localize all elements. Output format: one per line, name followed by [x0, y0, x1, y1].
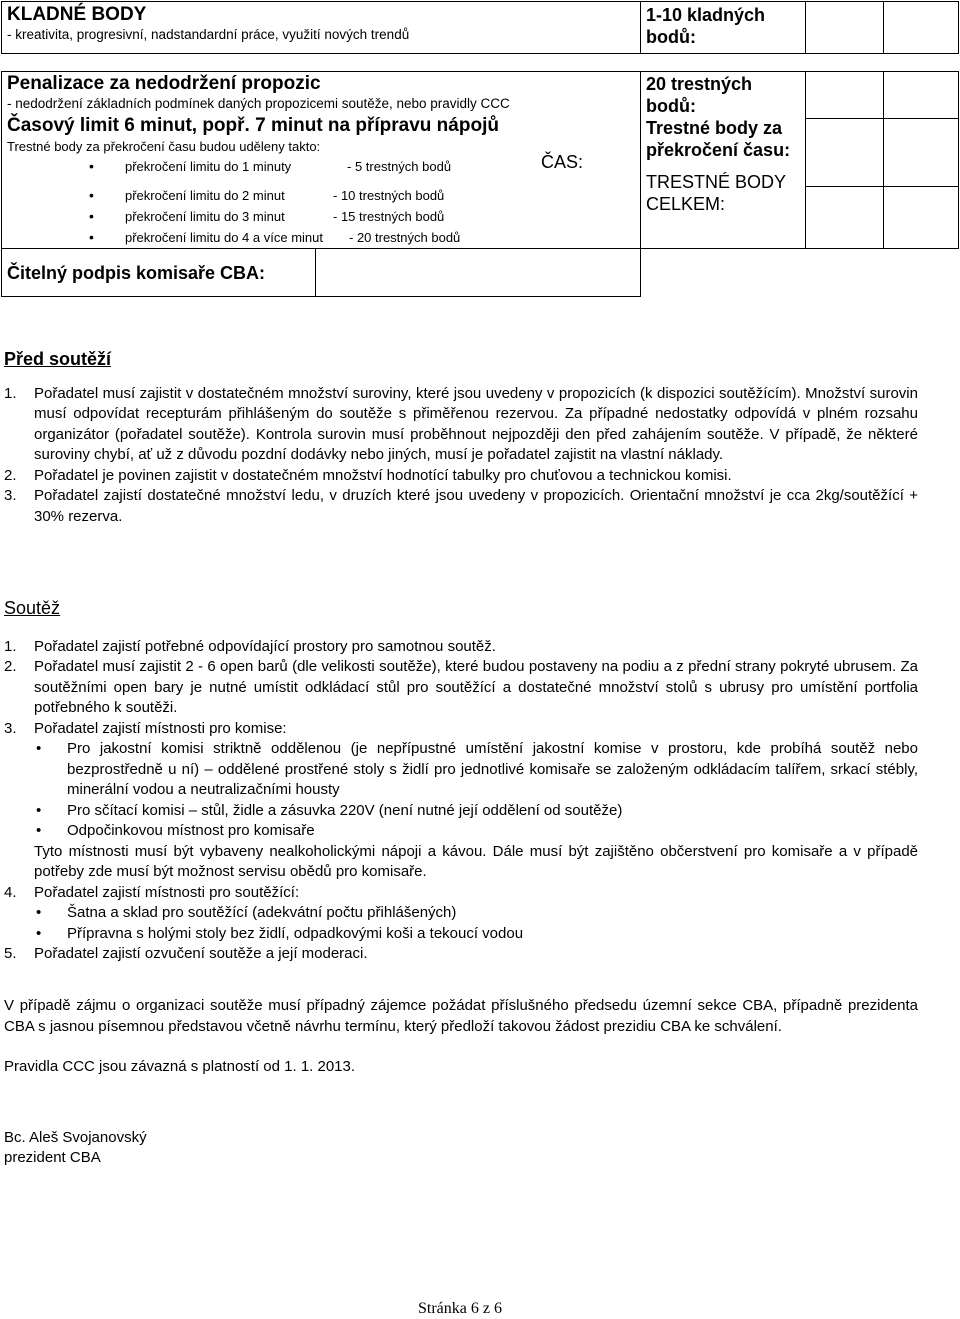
item-number: 4. — [4, 883, 17, 901]
positive-points-extra[interactable] — [884, 2, 959, 54]
validity-text: Pravidla CCC jsou závazná s platností od 1. 1. 2013. — [4, 1058, 356, 1075]
penalty-cell — [2, 72, 641, 249]
item-text: Pořadatel zajistí dostatečné množství ledu, v druzích které jsou uvedeny v propozicích. Orientační množství je cca 2kg/soutěžící + 30% rezerva. — [34, 487, 918, 525]
positive-points-label: 1-10 kladných bodů: — [646, 5, 766, 47]
item-text: Pořadatel zajistí potřebné odpovídající prostory pro samotnou soutěž. — [34, 637, 496, 655]
penalty-values-col-a — [806, 72, 884, 249]
list-item: • Přípravna s holými stoly bez židlí, odpadkovými koši a tekoucí vodou — [34, 924, 918, 945]
signatory-name: Bc. Aleš Svojanovský — [4, 1128, 147, 1146]
total-label: TRESTNÉ BODY CELKEM: — [646, 172, 786, 214]
penalty-points-value[interactable] — [806, 72, 883, 119]
positive-points-cell — [2, 2, 641, 54]
penalty-points: - 20 trestných bodů — [349, 230, 461, 245]
signature-label-cell — [2, 249, 316, 297]
commissioner-signature-label: Čitelný podpis komisaře CBA: — [7, 263, 266, 283]
item-text: Pořadatel je povinen zajistit v dostatečném množství hodnotící tabulky pro chuťovou a technickou komisi. — [34, 466, 732, 484]
item-number: 2. — [4, 466, 17, 484]
closing-paragraph: V případě zájmu o organizaci soutěže musí případný zájemce požádat příslušného předsedu územní sekce CBA, případně prezidenta CBA s jasnou písemnou představou včetně návrhu termínu, který předloží takovou žádost prezidiu CBA ke schválení. — [4, 997, 918, 1035]
list-item: • Odpočinkovou místnost pro komisaře — [34, 821, 918, 842]
closing-section — [4, 996, 918, 1169]
penalty-values-col-b — [884, 72, 959, 249]
table-empty — [641, 249, 959, 297]
list-item: • Pro sčítací komisi – stůl, židle a zásuvka 220V (není nutné její oddělení od soutěže) — [34, 801, 918, 822]
item-number: 3. — [4, 487, 17, 504]
time-limit-title: Časový limit 6 minut, popř. 7 minut na přípravu nápojů — [7, 115, 499, 136]
time-penalty-label: Trestné body za překročení času: — [646, 118, 791, 160]
time-penalty-intro: Trestné body za překročení času budou uděleny takto: — [7, 139, 321, 154]
item-number: 5. — [4, 945, 17, 962]
item-text: Pořadatel zajistí ozvučení soutěže a její moderaci. — [34, 945, 368, 962]
list-item: • Pro jakostní komisi striktně oddělenou (je nepřípustné umístění jakostní komise v prostoru, kde probíhá soutěž nebo bezprostředně u ní) – oddělené prostřené stoly s židlí pro jednotlivé komisaře se založeným odkládacím talířem, srkací stébly, minerální vodou a neutralizačními housty — [34, 739, 918, 801]
total-extra[interactable] — [884, 187, 958, 248]
penalty-points-label: 20 trestných bodů: — [646, 74, 753, 116]
item-text: Pořadatel musí zajistit v dostatečném množství suroviny, které jsou uvedeny v propozicích (k dispozici soutěžícím). Množství surovin musí odpovídat recepturám přihlášeným do soutěže s přiměřenou rezervou. Za případné nedostatky odpovídá v plném rozsahu organizátor (pořadatel soutěže). Kontrola surovin musí proběhnout nejpozději den před zahájením soutěže. V případě, že některé suroviny chybí, ať už z důvodu pozdní dodávky nebo jiných, musí je pořadatel zajistit na vlastní náklady. — [34, 384, 918, 463]
signature-block — [4, 1128, 918, 1169]
score-table — [1, 1, 959, 297]
list-item — [4, 944, 918, 965]
positive-points-label-cell — [641, 2, 806, 54]
time-penalty-extra[interactable] — [884, 119, 958, 187]
item-text: Pořadatel zajistí místnosti pro soutěžící: — [34, 883, 300, 901]
section-heading: Před soutěží — [4, 349, 112, 369]
penalty-limit: překročení limitu do 1 minuty — [125, 159, 292, 174]
penalty-points: - 10 trestných bodů — [333, 188, 445, 203]
list-item: • Šatna a sklad pro soutěžící (adekvátní počtu přihlášených) — [34, 903, 918, 924]
penalty-limit: překročení limitu do 2 minut — [125, 188, 285, 203]
penalty-points: - 15 trestných bodů — [333, 209, 445, 224]
penalty-limit: překročení limitu do 3 minut — [125, 209, 285, 224]
item-text: Pořadatel musí zajistit 2 - 6 open barů (dle velikosti soutěže), které budou postaveny na podiu a z přední strany pokryté ubrusem. Za soutěžními open bary je nutné umístit odkládací stůl pro soutěžící a dostatečné množství stolů s ubrusy pro umístění portfolia potřebného k soutěži. — [34, 658, 918, 716]
item-number: 1. — [4, 637, 17, 655]
item-text: Pořadatel zajistí místnosti pro komise: — [34, 719, 287, 737]
page-footer: Stránka 6 z 6 — [418, 1300, 502, 1317]
list-item — [7, 185, 635, 206]
positive-desc: - kreativita, progresivní, nadstandardní práce, využití nových trendů — [7, 27, 410, 42]
penalty-limit: překročení limitu do 4 a více minut — [125, 230, 323, 245]
total-value[interactable] — [806, 187, 883, 248]
signatory-title: prezident CBA — [4, 1149, 101, 1166]
penalty-points-extra[interactable] — [884, 72, 958, 119]
penalty-points: - 5 trestných bodů — [347, 159, 452, 174]
list-item — [4, 384, 918, 466]
list-item — [4, 486, 918, 527]
list-item — [4, 657, 918, 719]
list-item — [4, 883, 918, 945]
list-item — [7, 206, 635, 227]
before-competition-section — [4, 349, 918, 527]
penalty-labels-cell — [641, 72, 806, 249]
list-item — [4, 466, 918, 487]
positive-title: KLADNÉ BODY — [7, 4, 147, 25]
competition-section — [4, 598, 918, 965]
penalty-title: Penalizace za nedodržení propozic — [7, 73, 321, 94]
item-number: 3. — [4, 719, 17, 737]
list-item — [4, 637, 918, 658]
item-number: 1. — [4, 384, 17, 402]
table-spacer — [2, 54, 959, 72]
time-penalty-value[interactable] — [806, 119, 883, 187]
section-heading: Soutěž — [4, 598, 61, 618]
positive-points-value[interactable] — [806, 2, 884, 54]
list-item — [4, 719, 918, 883]
commissioner-signature-field[interactable] — [316, 249, 641, 297]
time-label: ČAS: — [541, 152, 584, 172]
item-number: 2. — [4, 658, 17, 675]
penalty-desc: - nedodržení základních podmínek daných propozicemi soutěže, nebo pravidly CCC — [7, 96, 510, 111]
item-note: Tyto místnosti musí být vybaveny nealkoholickými nápoji a kávou. Dále musí být zajištěno občerstvení pro komisaře a v případě potřeby zde musí být možnost servisu obědů pro komisaře. — [34, 842, 918, 880]
list-item — [7, 227, 635, 248]
